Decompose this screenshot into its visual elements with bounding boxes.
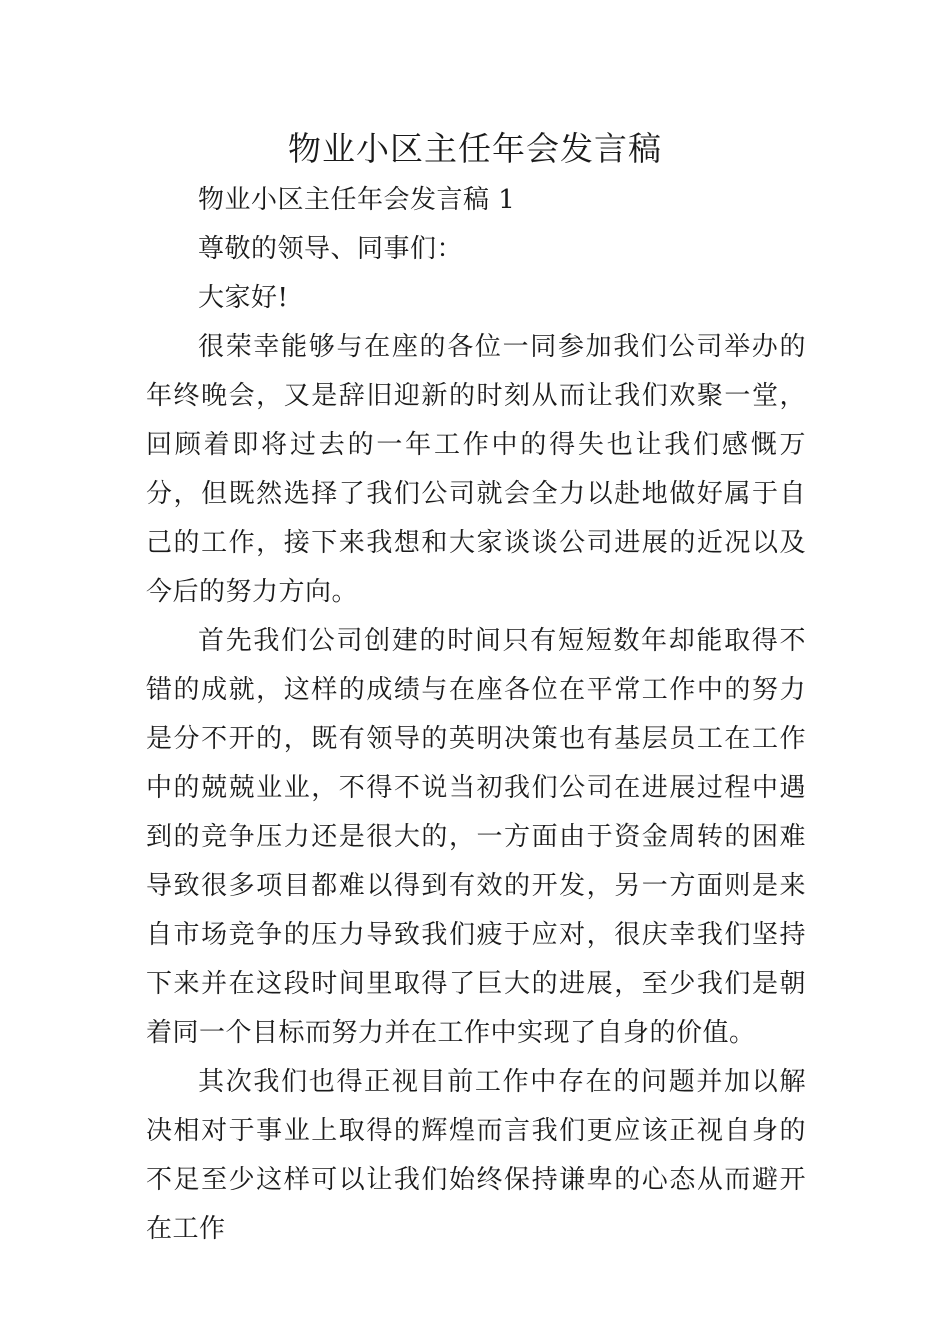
section-heading: 物业小区主任年会发言稿 1	[198, 185, 516, 215]
greeting: 大家好!	[198, 283, 289, 313]
body-paragraph: 其次我们也得正视目前工作中存在的问题并加以解决相对于事业上取得的辉煌而言我们更应该正视自身的不足至少这样可以让我们始终保持谦卑的心态从而避开在工作	[146, 1067, 806, 1244]
document-title: 物业小区主任年会发言稿	[288, 129, 662, 168]
body-paragraph: 首先我们公司创建的时间只有短短数年却能取得不错的成就，这样的成绩与在座各位在平常工作中的努力是分不开的，既有领导的英明决策也有基层员工在工作中的兢兢业业，不得不说当初我们公司在进展过程中遇到的竞争压力还是很大的，一方面由于资金周转的困难导致很多项目都难以得到有效的开发，另一方面则是来自市场竞争的压力导致我们疲于应对，很庆幸我们坚持下来并在这段时间里取得了巨大的进展，至少我们是朝着同一个目标而努力并在工作中实现了自身的价值。	[146, 626, 806, 1048]
document-body	[146, 176, 806, 1254]
body-paragraph: 很荣幸能够与在座的各位一同参加我们公司举办的年终晚会，又是辞旧迎新的时刻从而让我们欢聚一堂，回顾着即将过去的一年工作中的得失也让我们感慨万分，但既然选择了我们公司就会全力以赴地做好属于自己的工作，接下来我想和大家谈谈公司进展的近况以及今后的努力方向。	[146, 332, 806, 607]
salutation: 尊敬的领导、同事们：	[198, 234, 464, 264]
